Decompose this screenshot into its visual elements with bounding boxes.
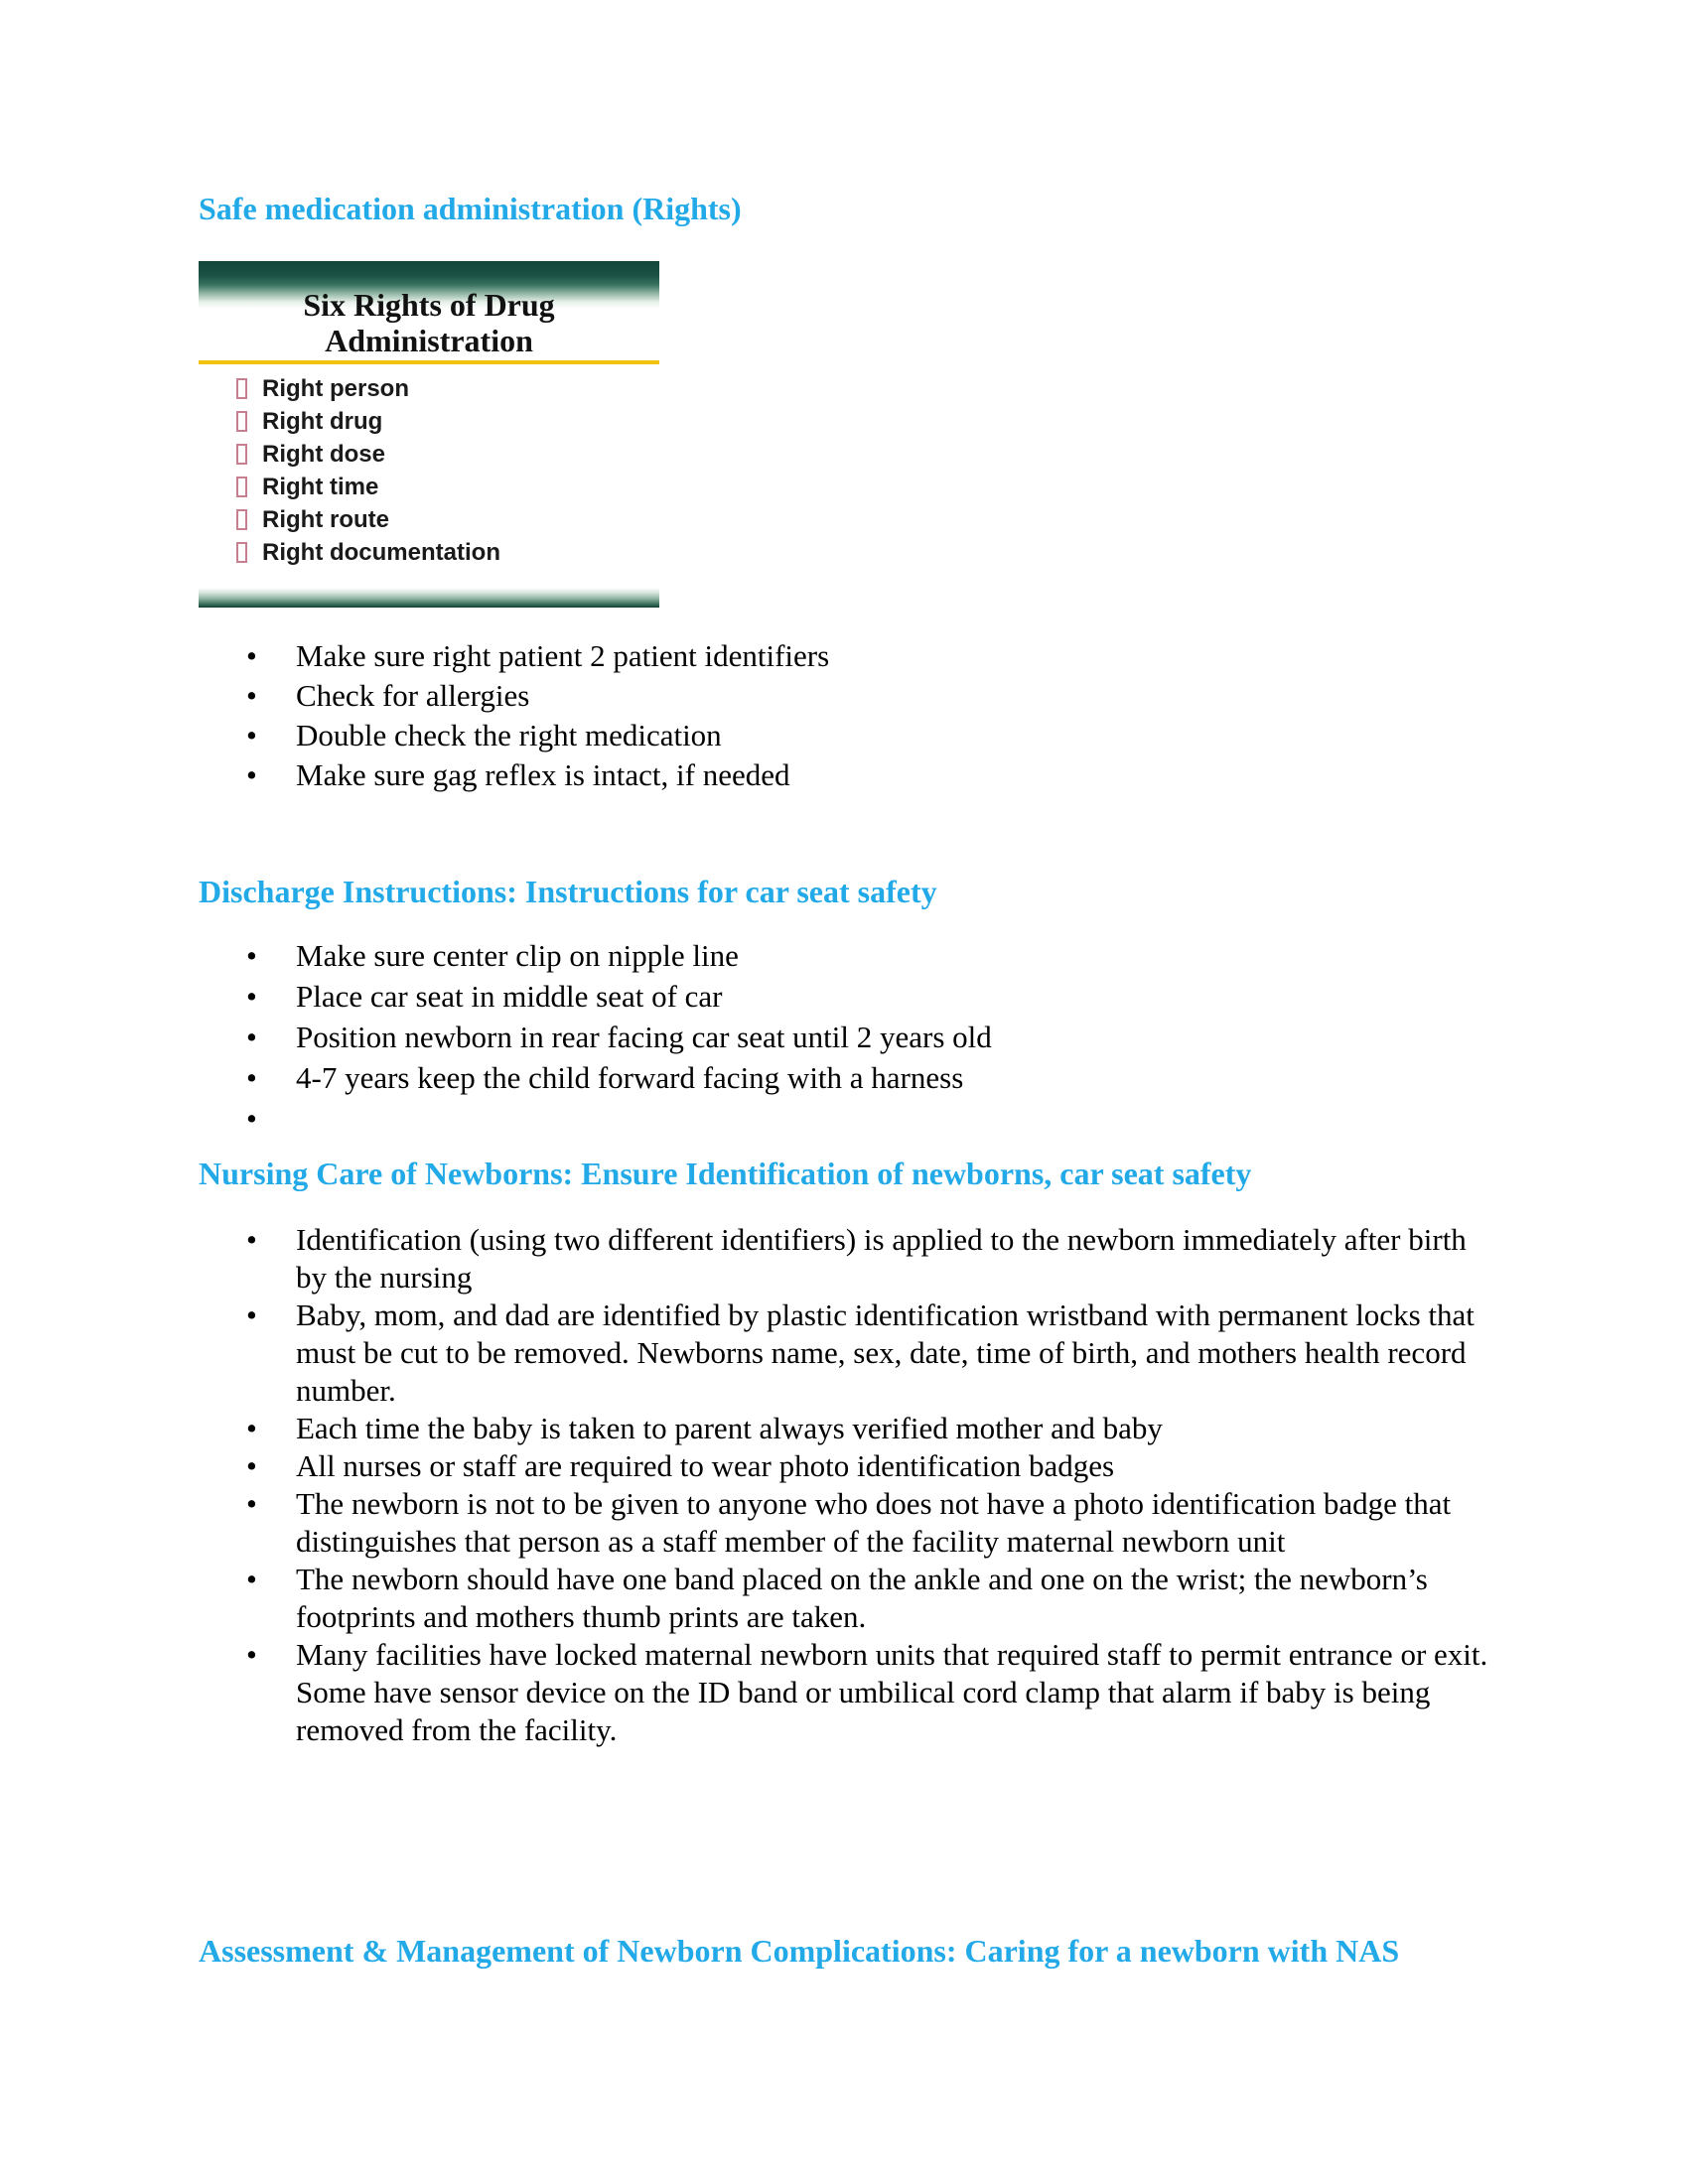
list-item: • Make sure right patient 2 patient identifiers (296, 636, 1489, 676)
newborn-identification-list (199, 1221, 1489, 1749)
box-bullet-icon (236, 411, 247, 432)
box-bullet-icon (236, 378, 247, 399)
list-item: • The newborn is not to be given to anyone who does not have a photo identification badge that distinguishes that person as a staff member of the facility maternal newborn unit (296, 1485, 1489, 1561)
car-seat-safety-list (199, 935, 1489, 1135)
six-rights-item-label: Right route (262, 505, 389, 533)
six-rights-list (236, 372, 659, 569)
box-bullet-icon (236, 542, 247, 563)
slide-bottom-gradient-bar (199, 588, 659, 608)
six-rights-item-label: Right dose (262, 440, 385, 468)
six-rights-list-item (236, 438, 659, 471)
six-rights-item-label: Right time (262, 473, 379, 500)
medication-checks-list (199, 636, 1489, 795)
slide-yellow-rule (199, 360, 659, 364)
six-rights-list-item (236, 471, 659, 503)
list-item: • All nurses or staff are required to wear photo identification badges (296, 1447, 1489, 1485)
box-bullet-icon (236, 509, 247, 530)
list-item: • The newborn should have one band placed on the ankle and one on the wrist; the newborn’s footprints and mothers thumb prints are taken. (296, 1561, 1489, 1636)
six-rights-item-label: Right documentation (262, 538, 500, 566)
list-item: • Position newborn in rear facing car seat until 2 years old (296, 1017, 1489, 1057)
slide-title-line2: Administration (325, 323, 533, 358)
box-bullet-icon (236, 477, 247, 497)
list-item: • Make sure gag reflex is intact, if needed (296, 755, 1489, 795)
list-item: • Place car seat in middle seat of car (296, 976, 1489, 1017)
list-item: • Identification (using two different identifiers) is applied to the newborn immediately after birth by the nursing (296, 1221, 1489, 1297)
heading-assessment-management: Assessment & Management of Newborn Complications: Caring for a newborn with NAS (199, 1933, 1400, 1970)
slide-title (199, 287, 659, 358)
six-rights-list-item (236, 536, 659, 569)
list-item: • 4-7 years keep the child forward facing with a harness (296, 1057, 1489, 1098)
list-item: • Check for allergies (296, 676, 1489, 716)
six-rights-list-item (236, 503, 659, 536)
six-rights-list-item (236, 405, 659, 438)
six-rights-item-label: Right person (262, 374, 409, 402)
list-item (296, 1098, 1489, 1135)
six-rights-item-label: Right drug (262, 407, 383, 435)
heading-nursing-care: Nursing Care of Newborns: Ensure Identification of newborns, car seat safety (199, 1156, 1252, 1192)
heading-safe-medication: Safe medication administration (Rights) (199, 191, 742, 226)
six-rights-list-item (236, 372, 659, 405)
list-item: • Make sure center clip on nipple line (296, 935, 1489, 976)
six-rights-slide-image (199, 261, 659, 608)
list-item: • Baby, mom, and dad are identified by plastic identification wristband with permanent locks that must be cut to be removed. Newborns name, sex, date, time of birth, and mothers health record number. (296, 1297, 1489, 1410)
box-bullet-icon (236, 444, 247, 465)
list-item: • Each time the baby is taken to parent always verified mother and baby (296, 1410, 1489, 1447)
slide-title-line1: Six Rights of Drug (303, 287, 555, 323)
heading-discharge-instructions: Discharge Instructions: Instructions for car seat safety (199, 874, 937, 909)
list-item: • Many facilities have locked maternal newborn units that required staff to permit entrance or exit. Some have sensor device on the ID band or umbilical cord clamp that alarm if baby is being removed from the facility. (296, 1636, 1489, 1749)
list-item: • Double check the right medication (296, 716, 1489, 755)
